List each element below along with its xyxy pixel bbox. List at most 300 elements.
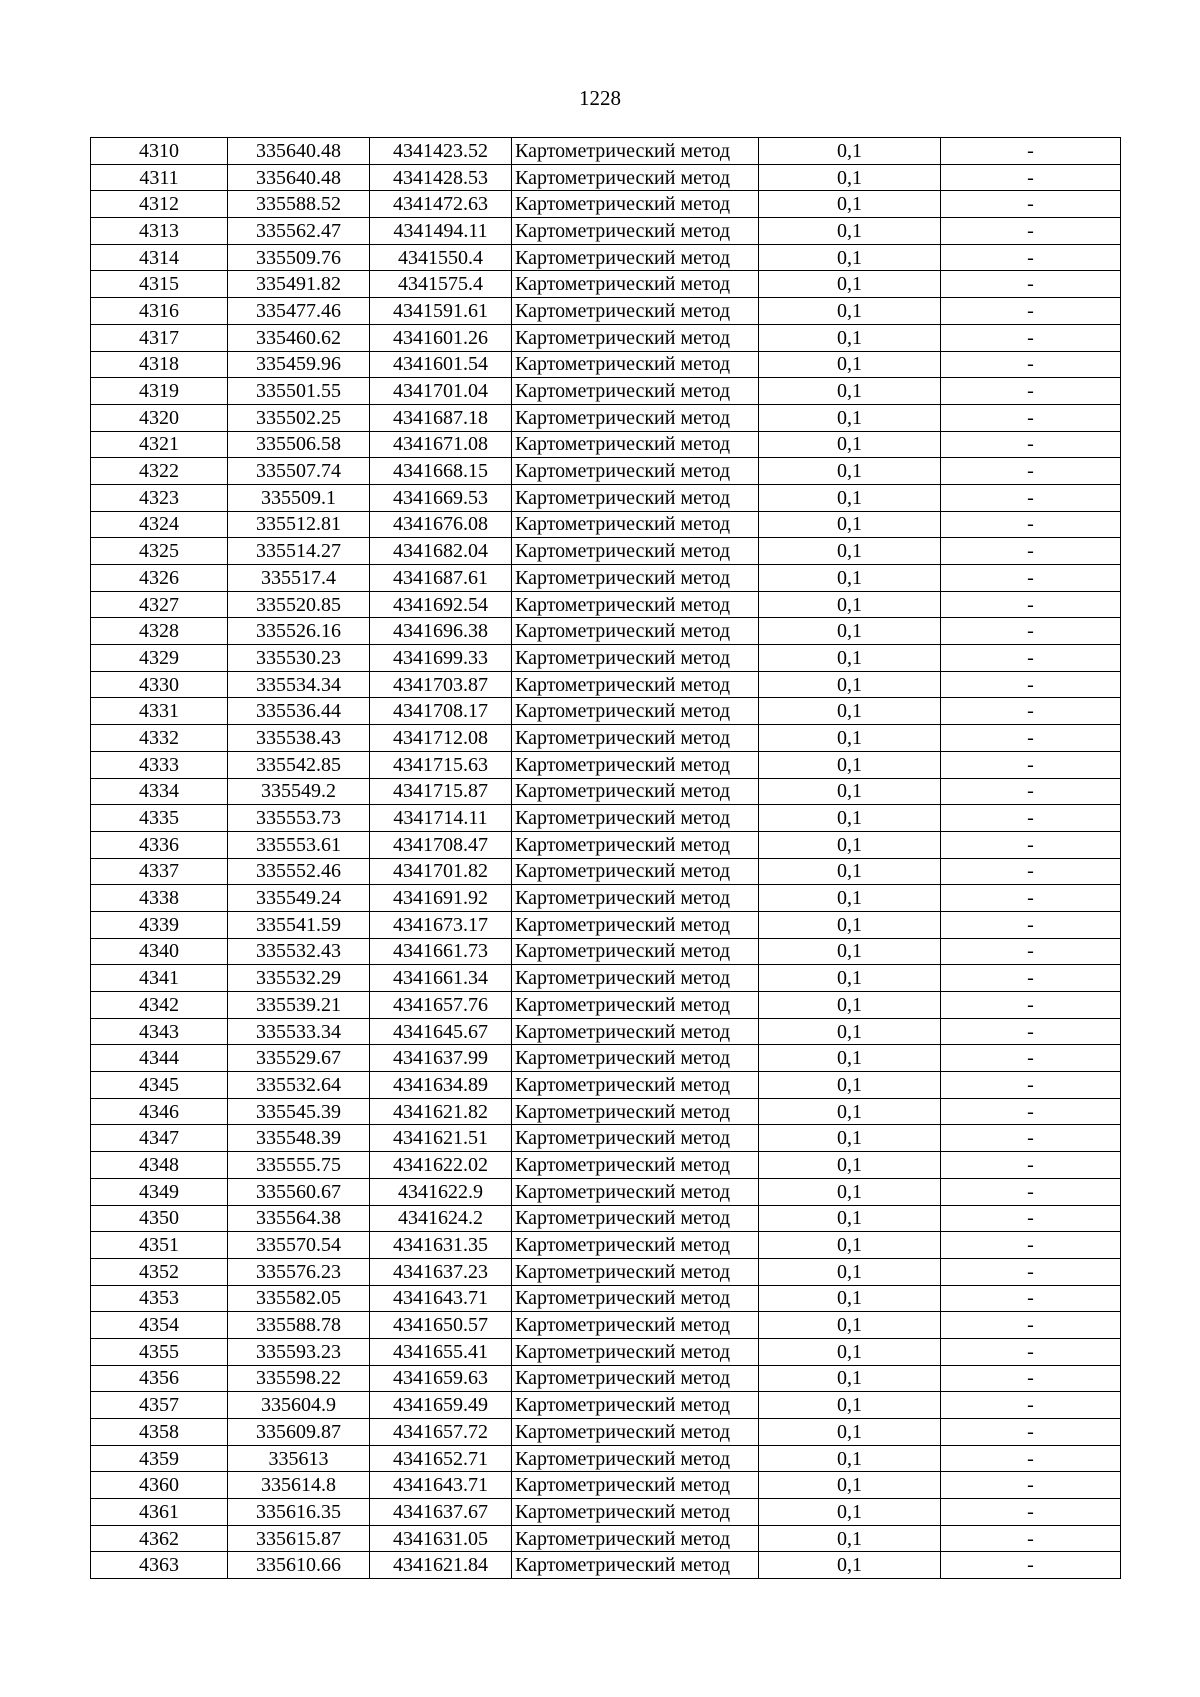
accuracy-cell: 0,1 xyxy=(759,298,941,325)
y-coordinate-cell: 4341655.41 xyxy=(370,1338,512,1365)
method-cell: Картометрический метод xyxy=(512,565,759,592)
method-cell: Картометрический метод xyxy=(512,324,759,351)
point-number-cell: 4338 xyxy=(91,885,228,912)
y-coordinate-cell: 4341669.53 xyxy=(370,484,512,511)
table-row xyxy=(91,1152,1121,1179)
x-coordinate-cell: 335576.23 xyxy=(228,1258,370,1285)
method-cell: Картометрический метод xyxy=(512,1338,759,1365)
table-row xyxy=(91,751,1121,778)
x-coordinate-cell: 335530.23 xyxy=(228,645,370,672)
x-coordinate-cell: 335553.73 xyxy=(228,805,370,832)
description-cell: - xyxy=(941,645,1121,672)
y-coordinate-cell: 4341634.89 xyxy=(370,1072,512,1099)
accuracy-cell: 0,1 xyxy=(759,1499,941,1526)
accuracy-cell: 0,1 xyxy=(759,1285,941,1312)
x-coordinate-cell: 335539.21 xyxy=(228,992,370,1019)
table-row xyxy=(91,1499,1121,1526)
table-row xyxy=(91,1232,1121,1259)
y-coordinate-cell: 4341631.05 xyxy=(370,1525,512,1552)
x-coordinate-cell: 335549.2 xyxy=(228,778,370,805)
x-coordinate-cell: 335529.67 xyxy=(228,1045,370,1072)
point-number-cell: 4321 xyxy=(91,431,228,458)
method-cell: Картометрический метод xyxy=(512,831,759,858)
y-coordinate-cell: 4341601.54 xyxy=(370,351,512,378)
x-coordinate-cell: 335514.27 xyxy=(228,538,370,565)
accuracy-cell: 0,1 xyxy=(759,858,941,885)
y-coordinate-cell: 4341715.87 xyxy=(370,778,512,805)
table-row xyxy=(91,404,1121,431)
accuracy-cell: 0,1 xyxy=(759,618,941,645)
point-number-cell: 4349 xyxy=(91,1178,228,1205)
accuracy-cell: 0,1 xyxy=(759,645,941,672)
method-cell: Картометрический метод xyxy=(512,885,759,912)
accuracy-cell: 0,1 xyxy=(759,778,941,805)
y-coordinate-cell: 4341631.35 xyxy=(370,1232,512,1259)
x-coordinate-cell: 335477.46 xyxy=(228,298,370,325)
method-cell: Картометрический метод xyxy=(512,938,759,965)
point-number-cell: 4353 xyxy=(91,1285,228,1312)
method-cell: Картометрический метод xyxy=(512,911,759,938)
x-coordinate-cell: 335640.48 xyxy=(228,138,370,165)
description-cell: - xyxy=(941,324,1121,351)
x-coordinate-cell: 335598.22 xyxy=(228,1365,370,1392)
x-coordinate-cell: 335520.85 xyxy=(228,591,370,618)
accuracy-cell: 0,1 xyxy=(759,1472,941,1499)
x-coordinate-cell: 335512.81 xyxy=(228,511,370,538)
accuracy-cell: 0,1 xyxy=(759,271,941,298)
point-number-cell: 4360 xyxy=(91,1472,228,1499)
description-cell: - xyxy=(941,1419,1121,1446)
y-coordinate-cell: 4341661.73 xyxy=(370,938,512,965)
method-cell: Картометрический метод xyxy=(512,1098,759,1125)
point-number-cell: 4326 xyxy=(91,565,228,592)
table-row xyxy=(91,778,1121,805)
point-number-cell: 4320 xyxy=(91,404,228,431)
x-coordinate-cell: 335542.85 xyxy=(228,751,370,778)
method-cell: Картометрический метод xyxy=(512,351,759,378)
table-row xyxy=(91,271,1121,298)
table-row xyxy=(91,378,1121,405)
table-row xyxy=(91,831,1121,858)
point-number-cell: 4357 xyxy=(91,1392,228,1419)
description-cell: - xyxy=(941,671,1121,698)
method-cell: Картометрический метод xyxy=(512,1178,759,1205)
point-number-cell: 4339 xyxy=(91,911,228,938)
point-number-cell: 4359 xyxy=(91,1445,228,1472)
y-coordinate-cell: 4341671.08 xyxy=(370,431,512,458)
accuracy-cell: 0,1 xyxy=(759,671,941,698)
accuracy-cell: 0,1 xyxy=(759,1312,941,1339)
description-cell: - xyxy=(941,351,1121,378)
point-number-cell: 4336 xyxy=(91,831,228,858)
method-cell: Картометрический метод xyxy=(512,298,759,325)
accuracy-cell: 0,1 xyxy=(759,138,941,165)
x-coordinate-cell: 335614.8 xyxy=(228,1472,370,1499)
y-coordinate-cell: 4341708.47 xyxy=(370,831,512,858)
y-coordinate-cell: 4341703.87 xyxy=(370,671,512,698)
table-row xyxy=(91,1445,1121,1472)
x-coordinate-cell: 335564.38 xyxy=(228,1205,370,1232)
description-cell: - xyxy=(941,404,1121,431)
y-coordinate-cell: 4341601.26 xyxy=(370,324,512,351)
y-coordinate-cell: 4341637.99 xyxy=(370,1045,512,1072)
table-row xyxy=(91,431,1121,458)
method-cell: Картометрический метод xyxy=(512,698,759,725)
table-row xyxy=(91,191,1121,218)
y-coordinate-cell: 4341622.02 xyxy=(370,1152,512,1179)
accuracy-cell: 0,1 xyxy=(759,1152,941,1179)
description-cell: - xyxy=(941,1365,1121,1392)
y-coordinate-cell: 4341699.33 xyxy=(370,645,512,672)
point-number-cell: 4327 xyxy=(91,591,228,618)
y-coordinate-cell: 4341624.2 xyxy=(370,1205,512,1232)
accuracy-cell: 0,1 xyxy=(759,484,941,511)
description-cell: - xyxy=(941,1045,1121,1072)
description-cell: - xyxy=(941,191,1121,218)
method-cell: Картометрический метод xyxy=(512,671,759,698)
y-coordinate-cell: 4341621.51 xyxy=(370,1125,512,1152)
table-row xyxy=(91,992,1121,1019)
accuracy-cell: 0,1 xyxy=(759,1258,941,1285)
method-cell: Картометрический метод xyxy=(512,164,759,191)
y-coordinate-cell: 4341643.71 xyxy=(370,1285,512,1312)
description-cell: - xyxy=(941,618,1121,645)
y-coordinate-cell: 4341637.23 xyxy=(370,1258,512,1285)
description-cell: - xyxy=(941,138,1121,165)
method-cell: Картометрический метод xyxy=(512,992,759,1019)
table-row xyxy=(91,1419,1121,1446)
table-row xyxy=(91,965,1121,992)
y-coordinate-cell: 4341622.9 xyxy=(370,1178,512,1205)
page-number: 1228 xyxy=(579,86,621,110)
description-cell: - xyxy=(941,378,1121,405)
accuracy-cell: 0,1 xyxy=(759,538,941,565)
method-cell: Картометрический метод xyxy=(512,1045,759,1072)
point-number-cell: 4310 xyxy=(91,138,228,165)
table-row xyxy=(91,671,1121,698)
accuracy-cell: 0,1 xyxy=(759,1205,941,1232)
method-cell: Картометрический метод xyxy=(512,858,759,885)
description-cell: - xyxy=(941,831,1121,858)
method-cell: Картометрический метод xyxy=(512,1499,759,1526)
description-cell: - xyxy=(941,1392,1121,1419)
description-cell: - xyxy=(941,164,1121,191)
x-coordinate-cell: 335526.16 xyxy=(228,618,370,645)
table-row xyxy=(91,458,1121,485)
point-number-cell: 4324 xyxy=(91,511,228,538)
accuracy-cell: 0,1 xyxy=(759,938,941,965)
x-coordinate-cell: 335615.87 xyxy=(228,1525,370,1552)
point-number-cell: 4350 xyxy=(91,1205,228,1232)
method-cell: Картометрический метод xyxy=(512,1445,759,1472)
x-coordinate-cell: 335616.35 xyxy=(228,1499,370,1526)
y-coordinate-cell: 4341659.63 xyxy=(370,1365,512,1392)
x-coordinate-cell: 335588.78 xyxy=(228,1312,370,1339)
y-coordinate-cell: 4341550.4 xyxy=(370,244,512,271)
accuracy-cell: 0,1 xyxy=(759,1098,941,1125)
table-row xyxy=(91,645,1121,672)
table-row xyxy=(91,1525,1121,1552)
table-row xyxy=(91,805,1121,832)
table-row xyxy=(91,1045,1121,1072)
x-coordinate-cell: 335509.76 xyxy=(228,244,370,271)
description-cell: - xyxy=(941,1072,1121,1099)
accuracy-cell: 0,1 xyxy=(759,1125,941,1152)
y-coordinate-cell: 4341494.11 xyxy=(370,218,512,245)
y-coordinate-cell: 4341621.82 xyxy=(370,1098,512,1125)
method-cell: Картометрический метод xyxy=(512,458,759,485)
accuracy-cell: 0,1 xyxy=(759,565,941,592)
table-row xyxy=(91,298,1121,325)
y-coordinate-cell: 4341701.04 xyxy=(370,378,512,405)
x-coordinate-cell: 335562.47 xyxy=(228,218,370,245)
x-coordinate-cell: 335553.61 xyxy=(228,831,370,858)
point-number-cell: 4314 xyxy=(91,244,228,271)
point-number-cell: 4311 xyxy=(91,164,228,191)
description-cell: - xyxy=(941,725,1121,752)
y-coordinate-cell: 4341657.76 xyxy=(370,992,512,1019)
table-row xyxy=(91,138,1121,165)
accuracy-cell: 0,1 xyxy=(759,431,941,458)
description-cell: - xyxy=(941,965,1121,992)
x-coordinate-cell: 335560.67 xyxy=(228,1178,370,1205)
table-row xyxy=(91,1338,1121,1365)
accuracy-cell: 0,1 xyxy=(759,911,941,938)
description-cell: - xyxy=(941,938,1121,965)
description-cell: - xyxy=(941,992,1121,1019)
method-cell: Картометрический метод xyxy=(512,404,759,431)
accuracy-cell: 0,1 xyxy=(759,1018,941,1045)
accuracy-cell: 0,1 xyxy=(759,351,941,378)
x-coordinate-cell: 335506.58 xyxy=(228,431,370,458)
description-cell: - xyxy=(941,1125,1121,1152)
method-cell: Картометрический метод xyxy=(512,378,759,405)
accuracy-cell: 0,1 xyxy=(759,751,941,778)
accuracy-cell: 0,1 xyxy=(759,1045,941,1072)
accuracy-cell: 0,1 xyxy=(759,698,941,725)
point-number-cell: 4342 xyxy=(91,992,228,1019)
description-cell: - xyxy=(941,244,1121,271)
method-cell: Картометрический метод xyxy=(512,1312,759,1339)
description-cell: - xyxy=(941,511,1121,538)
description-cell: - xyxy=(941,858,1121,885)
table-row xyxy=(91,324,1121,351)
accuracy-cell: 0,1 xyxy=(759,1232,941,1259)
point-number-cell: 4332 xyxy=(91,725,228,752)
method-cell: Картометрический метод xyxy=(512,1072,759,1099)
method-cell: Картометрический метод xyxy=(512,538,759,565)
y-coordinate-cell: 4341673.17 xyxy=(370,911,512,938)
y-coordinate-cell: 4341661.34 xyxy=(370,965,512,992)
table-row xyxy=(91,698,1121,725)
accuracy-cell: 0,1 xyxy=(759,1419,941,1446)
method-cell: Картометрический метод xyxy=(512,244,759,271)
description-cell: - xyxy=(941,1312,1121,1339)
point-number-cell: 4330 xyxy=(91,671,228,698)
method-cell: Картометрический метод xyxy=(512,484,759,511)
y-coordinate-cell: 4341643.71 xyxy=(370,1472,512,1499)
table-row xyxy=(91,1178,1121,1205)
point-number-cell: 4356 xyxy=(91,1365,228,1392)
table-row xyxy=(91,591,1121,618)
point-number-cell: 4346 xyxy=(91,1098,228,1125)
x-coordinate-cell: 335552.46 xyxy=(228,858,370,885)
x-coordinate-cell: 335541.59 xyxy=(228,911,370,938)
method-cell: Картометрический метод xyxy=(512,751,759,778)
accuracy-cell: 0,1 xyxy=(759,324,941,351)
accuracy-cell: 0,1 xyxy=(759,885,941,912)
method-cell: Картометрический метод xyxy=(512,645,759,672)
x-coordinate-cell: 335555.75 xyxy=(228,1152,370,1179)
x-coordinate-cell: 335517.4 xyxy=(228,565,370,592)
accuracy-cell: 0,1 xyxy=(759,458,941,485)
accuracy-cell: 0,1 xyxy=(759,831,941,858)
y-coordinate-cell: 4341591.61 xyxy=(370,298,512,325)
y-coordinate-cell: 4341575.4 xyxy=(370,271,512,298)
method-cell: Картометрический метод xyxy=(512,1365,759,1392)
point-number-cell: 4343 xyxy=(91,1018,228,1045)
method-cell: Картометрический метод xyxy=(512,1258,759,1285)
x-coordinate-cell: 335582.05 xyxy=(228,1285,370,1312)
table-row xyxy=(91,1472,1121,1499)
accuracy-cell: 0,1 xyxy=(759,965,941,992)
method-cell: Картометрический метод xyxy=(512,1205,759,1232)
x-coordinate-cell: 335604.9 xyxy=(228,1392,370,1419)
table-row xyxy=(91,938,1121,965)
point-number-cell: 4354 xyxy=(91,1312,228,1339)
method-cell: Картометрический метод xyxy=(512,1232,759,1259)
point-number-cell: 4334 xyxy=(91,778,228,805)
table-row xyxy=(91,725,1121,752)
method-cell: Картометрический метод xyxy=(512,618,759,645)
point-number-cell: 4351 xyxy=(91,1232,228,1259)
y-coordinate-cell: 4341715.63 xyxy=(370,751,512,778)
description-cell: - xyxy=(941,431,1121,458)
point-number-cell: 4328 xyxy=(91,618,228,645)
y-coordinate-cell: 4341696.38 xyxy=(370,618,512,645)
y-coordinate-cell: 4341714.11 xyxy=(370,805,512,832)
table-row xyxy=(91,1125,1121,1152)
method-cell: Картометрический метод xyxy=(512,1392,759,1419)
method-cell: Картометрический метод xyxy=(512,1552,759,1579)
coordinates-table-body xyxy=(91,138,1121,1579)
table-row xyxy=(91,351,1121,378)
point-number-cell: 4312 xyxy=(91,191,228,218)
accuracy-cell: 0,1 xyxy=(759,191,941,218)
x-coordinate-cell: 335459.96 xyxy=(228,351,370,378)
description-cell: - xyxy=(941,1338,1121,1365)
method-cell: Картометрический метод xyxy=(512,1525,759,1552)
x-coordinate-cell: 335534.34 xyxy=(228,671,370,698)
y-coordinate-cell: 4341637.67 xyxy=(370,1499,512,1526)
accuracy-cell: 0,1 xyxy=(759,378,941,405)
x-coordinate-cell: 335536.44 xyxy=(228,698,370,725)
description-cell: - xyxy=(941,1499,1121,1526)
description-cell: - xyxy=(941,1098,1121,1125)
method-cell: Картометрический метод xyxy=(512,511,759,538)
point-number-cell: 4352 xyxy=(91,1258,228,1285)
x-coordinate-cell: 335532.64 xyxy=(228,1072,370,1099)
accuracy-cell: 0,1 xyxy=(759,218,941,245)
description-cell: - xyxy=(941,538,1121,565)
table-row xyxy=(91,1365,1121,1392)
point-number-cell: 4345 xyxy=(91,1072,228,1099)
y-coordinate-cell: 4341668.15 xyxy=(370,458,512,485)
table-row xyxy=(91,1392,1121,1419)
method-cell: Картометрический метод xyxy=(512,138,759,165)
x-coordinate-cell: 335548.39 xyxy=(228,1125,370,1152)
description-cell: - xyxy=(941,885,1121,912)
table-row xyxy=(91,1552,1121,1579)
point-number-cell: 4363 xyxy=(91,1552,228,1579)
method-cell: Картометрический метод xyxy=(512,805,759,832)
table-row xyxy=(91,1258,1121,1285)
point-number-cell: 4313 xyxy=(91,218,228,245)
table-row xyxy=(91,538,1121,565)
accuracy-cell: 0,1 xyxy=(759,164,941,191)
table-row xyxy=(91,1205,1121,1232)
point-number-cell: 4333 xyxy=(91,751,228,778)
x-coordinate-cell: 335507.74 xyxy=(228,458,370,485)
point-number-cell: 4316 xyxy=(91,298,228,325)
method-cell: Картометрический метод xyxy=(512,1018,759,1045)
method-cell: Картометрический метод xyxy=(512,725,759,752)
accuracy-cell: 0,1 xyxy=(759,805,941,832)
x-coordinate-cell: 335549.24 xyxy=(228,885,370,912)
accuracy-cell: 0,1 xyxy=(759,725,941,752)
point-number-cell: 4358 xyxy=(91,1419,228,1446)
y-coordinate-cell: 4341687.18 xyxy=(370,404,512,431)
point-number-cell: 4355 xyxy=(91,1338,228,1365)
x-coordinate-cell: 335501.55 xyxy=(228,378,370,405)
y-coordinate-cell: 4341652.71 xyxy=(370,1445,512,1472)
x-coordinate-cell: 335609.87 xyxy=(228,1419,370,1446)
method-cell: Картометрический метод xyxy=(512,1152,759,1179)
accuracy-cell: 0,1 xyxy=(759,1392,941,1419)
point-number-cell: 4348 xyxy=(91,1152,228,1179)
point-number-cell: 4322 xyxy=(91,458,228,485)
point-number-cell: 4331 xyxy=(91,698,228,725)
point-number-cell: 4335 xyxy=(91,805,228,832)
description-cell: - xyxy=(941,565,1121,592)
y-coordinate-cell: 4341692.54 xyxy=(370,591,512,618)
y-coordinate-cell: 4341687.61 xyxy=(370,565,512,592)
accuracy-cell: 0,1 xyxy=(759,1338,941,1365)
accuracy-cell: 0,1 xyxy=(759,591,941,618)
accuracy-cell: 0,1 xyxy=(759,244,941,271)
y-coordinate-cell: 4341650.57 xyxy=(370,1312,512,1339)
description-cell: - xyxy=(941,1232,1121,1259)
method-cell: Картометрический метод xyxy=(512,431,759,458)
method-cell: Картометрический метод xyxy=(512,591,759,618)
accuracy-cell: 0,1 xyxy=(759,992,941,1019)
point-number-cell: 4318 xyxy=(91,351,228,378)
x-coordinate-cell: 335460.62 xyxy=(228,324,370,351)
point-number-cell: 4323 xyxy=(91,484,228,511)
x-coordinate-cell: 335502.25 xyxy=(228,404,370,431)
x-coordinate-cell: 335533.34 xyxy=(228,1018,370,1045)
description-cell: - xyxy=(941,271,1121,298)
point-number-cell: 4315 xyxy=(91,271,228,298)
table-row xyxy=(91,164,1121,191)
x-coordinate-cell: 335532.29 xyxy=(228,965,370,992)
point-number-cell: 4329 xyxy=(91,645,228,672)
table-row xyxy=(91,1312,1121,1339)
x-coordinate-cell: 335640.48 xyxy=(228,164,370,191)
x-coordinate-cell: 335613 xyxy=(228,1445,370,1472)
x-coordinate-cell: 335491.82 xyxy=(228,271,370,298)
description-cell: - xyxy=(941,458,1121,485)
